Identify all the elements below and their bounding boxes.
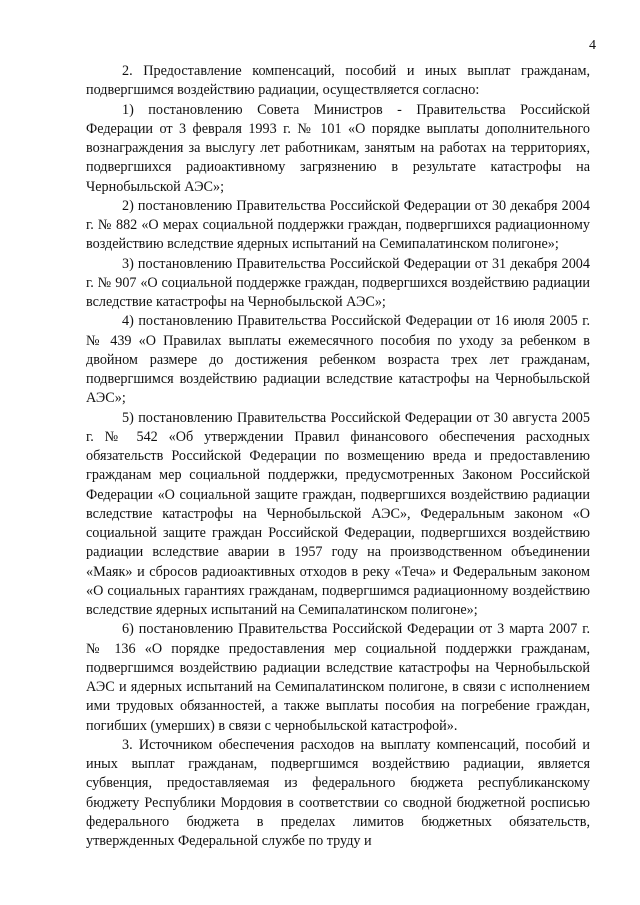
list-item-5: 5) постановлению Правительства Российской Федерации от 30 августа 2005 г. № 542 «Об утверждении Правил финансового обеспечения расходных обязательств Российской Федерации по возмещению вреда и предоставлению гражданам мер социальной поддержки, предусмотренных Законом Российской Федерации «О социальной защите граждан, подвергшихся воздействию радиации вследствие катастрофы на Чернобыльской АЭС», Федеральным законом «О социальной защите граждан Российской Федерации, подвергшихся воздействию радиации вследствие аварии в 1957 году на производственном объединении «Маяк» и сбросов радиоактивных отходов в реку «Теча» и Федеральным законом «О социальных гарантиях гражданам, подвергшимся радиационному воздействию вследствие ядерных испытаний на Семипалатинском полигоне»; <box>86 409 590 618</box>
list-item-1: 1) постановлению Совета Министров - Правительства Российской Федерации от 3 февраля 1993 г. № 101 «О порядке выплаты дополнительного вознаграждения за выслугу лет работникам, занятым на работах на территориях, подвергшихся радиоактивному загрязнению в результате катастрофы на Чернобыльской АЭС»; <box>86 101 590 195</box>
paragraph-3: 3. Источником обеспечения расходов на выплату компенсаций, пособий и иных выплат гражданам, подвергшимся воздействию радиации, является субвенция, предоставляемая из федерального бюджета республиканскому бюджету Республики Мордовия в соответствии со сводной бюджетной росписью федерального бюджета в пределах лимитов бюджетных обязательств, утвержденных Федеральной службе по труду и <box>86 736 590 849</box>
list-item-3: 3) постановлению Правительства Российской Федерации от 31 декабря 2004 г. № 907 «О социальной поддержке граждан, подвергшихся воздействию радиации вследствие катастрофы на Чернобыльской АЭС»; <box>86 255 590 310</box>
document-body <box>86 62 590 851</box>
paragraph-2-intro: 2. Предоставление компенсаций, пособий и иных выплат гражданам, подвергшимся воздействию радиации, осуществляется согласно: <box>86 63 590 99</box>
page-number: 4 <box>589 38 596 53</box>
list-item-2: 2) постановлению Правительства Российской Федерации от 30 декабря 2004 г. № 882 «О мерах социальной поддержки граждан, подвергшихся радиационному воздействию вследствие ядерных испытаний на Семипалатинском полигоне»; <box>86 197 590 253</box>
list-item-6: 6) постановлению Правительства Российской Федерации от 3 марта 2007 г. № 136 «О порядке предоставления мер социальной поддержки гражданам, подвергшимся воздействию радиации вследствие катастрофы на Чернобыльской АЭС и ядерных испытаний на Семипалатинском полигоне, в связи с исполнением ими трудовых обязанностей, а также выплаты пособия на погребение граждан, погибших (умерших) в связи с чернобыльской катастрофой». <box>86 621 590 734</box>
list-item-4: 4) постановлению Правительства Российской Федерации от 16 июля 2005 г. № 439 «О Правилах выплаты ежемесячного пособия по уходу за ребенком в двойном размере до достижения ребенком возраста трех лет гражданам, подвергшимся воздействию радиации вследствие катастрофы на Чернобыльской АЭС»; <box>86 313 590 407</box>
